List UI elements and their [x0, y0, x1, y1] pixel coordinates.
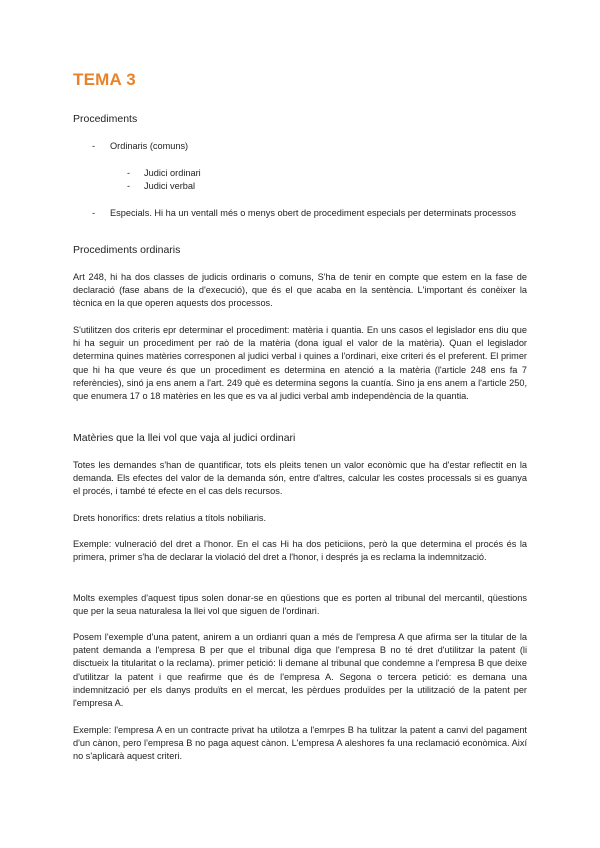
list-item-label: Ordinaris (comuns) [110, 141, 189, 151]
list-item-especials [92, 207, 528, 220]
section-heading-procediments-ordinaris: Procediments ordinaris [73, 244, 181, 256]
paragraph: S'utilitzen dos criteris epr determinar el procediment: matèria i quantia. En uns casos el legislador ens diu que hi ha seguir un procediment per raò de la matèria (dona igual el valor de la matèria). Quan el legislador determina quines matèries corresponen al judici verbal i quines a l'ordinari, eixe criteri és el preferent. El primer que hi ha que veure és que un procediment es determina en atenció a la matèria (l'article 248 ens fa 7 referències), sinó ja ens anem a l'art. 249 què es determina segons la cuantía. Sino ja ens anem a l'article 250, que enumera 17 o 18 matèries en les que es va al judici verbal amb independència de la quantia. [73, 325, 527, 402]
list-dash: - [92, 208, 96, 218]
section-heading-materies: Matèries que la llei vol que vaja al judici ordinari [73, 432, 296, 444]
paragraph: Exemple: vulneració del dret a l'honor. En el cas Hi ha dos peticiions, però la que determina el procés és la primera, primer s'ha de declarar la violació del dret a l'honor, i després ja es reclama la indemnització. [73, 539, 527, 563]
list-dash: - [92, 141, 96, 151]
paragraph: Totes les demandes s'han de quantificar, tots els pleits tenen un valor econòmic que ha d'estar reflectit en la demanda. Els efectes del valor de la demanda són, entre d'altres, calcular les costes processals si es guanya el procés, i també té efecte en el cas dels recursos. [73, 460, 527, 497]
list-dash: - [127, 168, 131, 178]
sublist-item-label: Judici ordinari [144, 168, 201, 178]
sublist-item-label: Judici verbal [144, 181, 196, 191]
paragraph: Posem l'exemple d'una patent, anirem a un ordianri quan a més de l'empresa A que afirma ser la titular de la patent demanda a l'empresa B per que el tribunal diga que l'empresa B no té dret d'utilitzar la patent (li disctueix la titularitat o la reclama). primer petició: li demane al tribunal que condemne a l'empresa B que deixe d'utilitzar la patent i que reafirme que és de l'empresa A. Segona o tercera petició: es demana una indemnització per els danys produïts en el mercat, les pèrdues produïdes per la utilització de la patent per l'empresa A. [73, 632, 527, 709]
section-heading-procediments: Procediments [73, 113, 138, 125]
paragraph: Art 248, hi ha dos classes de judicis ordinaris o comuns, S'ha de tenir en compte que estem en la fase de declaració (fase abans de la d'execució), que és el que acaba en la sentència. L'important és conèixer la tècnica en la que operen aquests dos processos. [73, 272, 527, 309]
page-title: TEMA 3 [73, 70, 136, 89]
paragraph: Exemple: l'empresa A en un contracte privat ha utilotza a l'emrpes B ha tulitzar la patent a canvi del pagament d'un cànon, pero l'empresa B no paga aquest cànon. L'empresa A aleshores fa una reclamació econòmica. Així no s'aplicarà aquest criteri. [73, 725, 527, 762]
list-dash: - [127, 181, 131, 191]
list-item-label: Especials. Hi ha un ventall més o menys obert de procediment especials per determinats processos [110, 208, 516, 218]
paragraph: Molts exemples d'aquest tipus solen donar-se en qüestions que es porten al tribunal del mercantil, qüestions que per la seua naturalesa la llei vol que siguen de l'ordinari. [73, 593, 527, 617]
paragraph: Drets honorífics: drets relatius a títols nobiliaris. [73, 513, 267, 523]
